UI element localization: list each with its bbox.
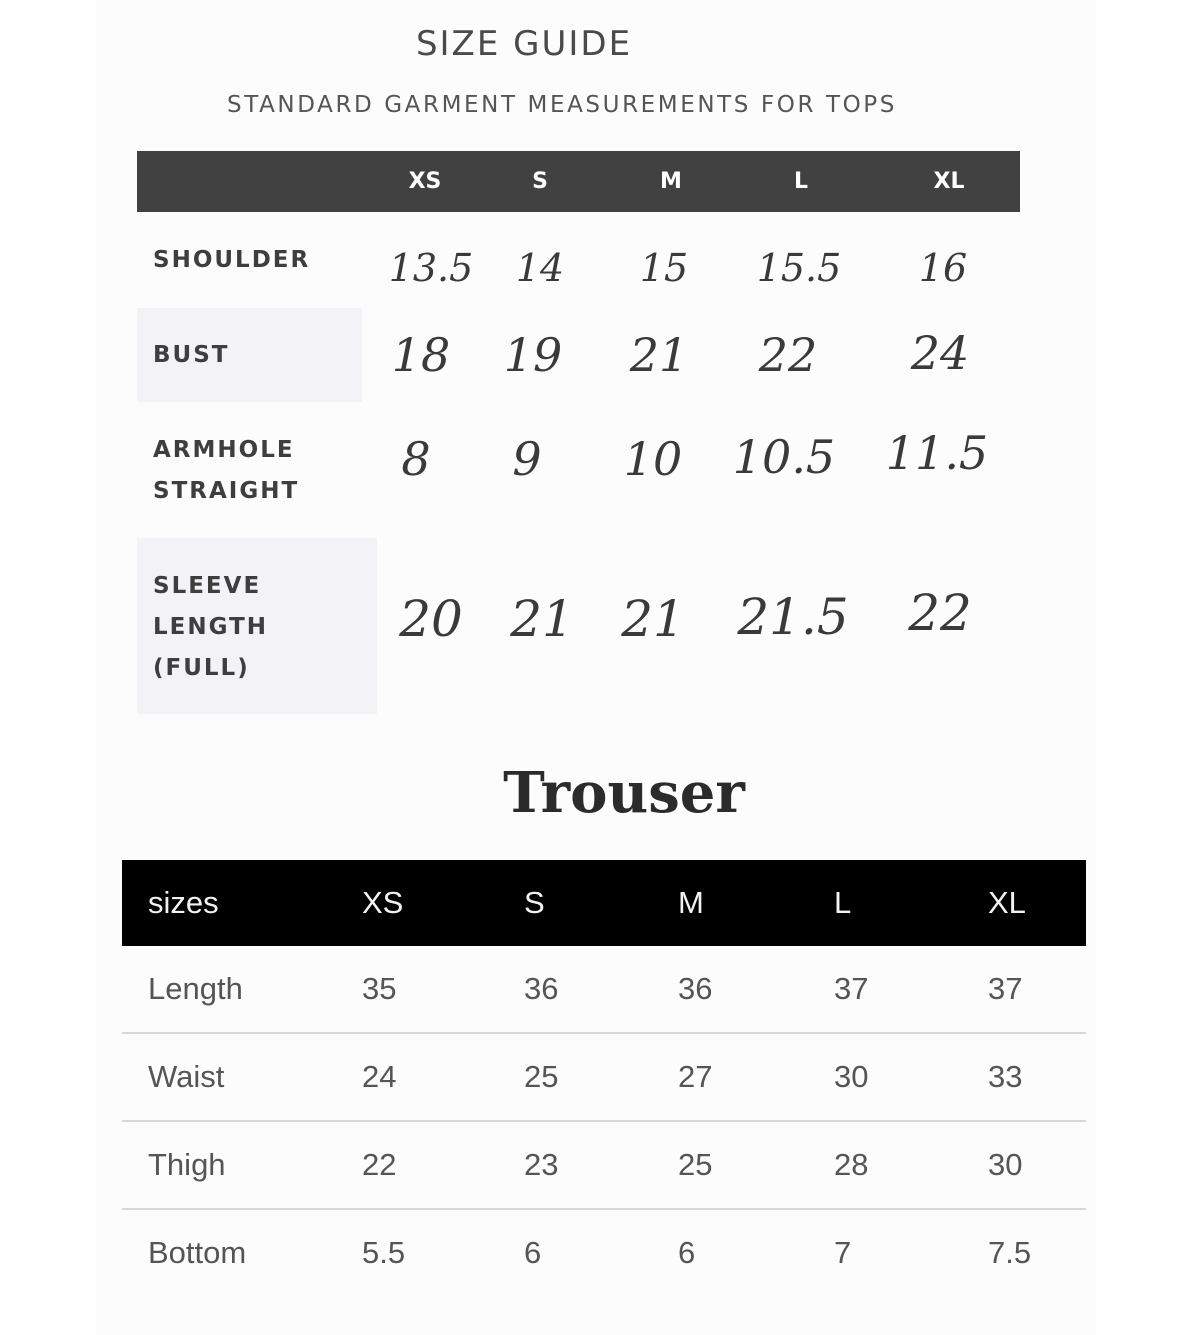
trouser-cell: 23 [524,1147,559,1182]
trouser-header-label: sizes [148,885,219,920]
trouser-cell: 37 [834,971,869,1006]
tops-cell: 15.5 [756,246,842,290]
trouser-cell: 6 [678,1235,696,1270]
tops-cell: 21 [510,590,574,648]
tops-row-label: SLEEVE LENGTH (FULL) [153,573,269,681]
size-guide-subtitle: STANDARD GARMENT MEASUREMENTS FOR TOPS [227,92,897,118]
tops-cell: 10.5 [732,430,836,484]
tops-header-size: M [660,169,682,194]
tops-cell: 22 [908,584,972,642]
trouser-cell: 28 [834,1147,869,1182]
trouser-cell: 24 [362,1059,397,1094]
tops-row-label: SHOULDER [153,247,311,273]
tops-cell: 21 [629,328,689,382]
tops-cell: 20 [399,590,463,648]
trouser-row-label: Thigh [148,1147,226,1182]
trouser-header-size: XS [362,885,404,920]
tops-row [137,538,1020,714]
tops-cell: 21 [621,590,685,648]
trouser-row-label: Waist [148,1059,225,1094]
trouser-cell: 5.5 [362,1235,406,1270]
trouser-cell: 6 [524,1235,542,1270]
trouser-row [122,1210,1086,1296]
tops-cell: 14 [515,246,565,290]
trouser-row [122,946,1086,1034]
trouser-row-label: Bottom [148,1235,247,1270]
trouser-cell: 22 [362,1147,397,1182]
trouser-header-size: L [834,885,852,920]
trouser-cell: 35 [362,971,397,1006]
trouser-row [122,1034,1086,1122]
trouser-row [122,1122,1086,1210]
tops-cell: 21.5 [737,588,849,646]
trouser-cell: 30 [988,1147,1023,1182]
trouser-cell: 27 [678,1059,713,1094]
tops-cell: 16 [918,246,968,290]
tops-cell: 22 [758,328,818,382]
trouser-header-size: XL [988,885,1026,920]
tops-table-header [137,151,1020,212]
tops-cell: 9 [512,432,542,486]
tops-row-label: BUST [153,342,230,368]
trouser-title: Trouser [503,760,745,826]
tops-header-size: XS [408,169,442,194]
trouser-header-size: M [678,885,704,920]
trouser-cell: 7 [834,1235,852,1270]
tops-cell: 15 [639,246,689,290]
tops-header-size: XL [933,169,965,194]
trouser-cell: 25 [524,1059,559,1094]
size-guide-title: SIZE GUIDE [415,24,633,64]
trouser-cell: 37 [988,971,1023,1006]
tops-header-size: L [793,169,809,194]
trouser-cell: 25 [678,1147,713,1182]
tops-row [137,308,1020,402]
tops-row [137,420,1020,520]
tops-cell: 24 [910,326,970,380]
tops-cell: 8 [401,432,431,486]
trouser-cell: 36 [678,971,713,1006]
trouser-header-size: S [524,885,545,920]
tops-row [137,232,1020,302]
tops-cell: 10 [623,432,683,486]
tops-cell: 18 [391,328,451,382]
tops-row-label: ARMHOLE STRAIGHT [153,437,300,504]
tops-cell: 11.5 [885,426,989,480]
tops-header-size: S [532,169,548,194]
tops-cell: 19 [503,328,563,382]
trouser-cell: 7.5 [988,1235,1032,1270]
trouser-table-header [122,860,1086,946]
trouser-row-label: Length [148,971,243,1006]
trouser-cell: 33 [988,1059,1023,1094]
tops-cell: 13.5 [388,246,474,290]
trouser-cell: 36 [524,971,559,1006]
trouser-cell: 30 [834,1059,869,1094]
